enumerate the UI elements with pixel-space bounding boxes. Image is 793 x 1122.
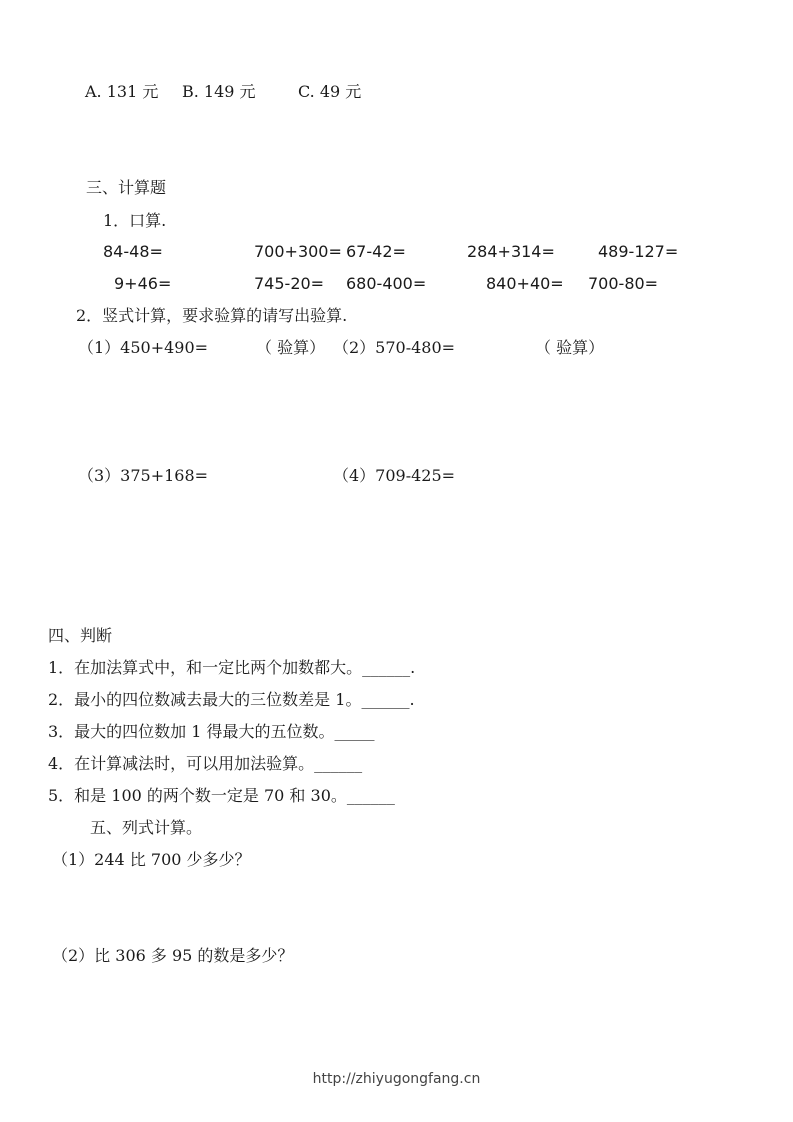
vertical-p4: （4）709-425= bbox=[333, 466, 456, 485]
footer-url[interactable]: http://zhiyugongfang.cn bbox=[312, 1071, 481, 1087]
section3-title: 三、计算题 bbox=[86, 178, 167, 197]
mental-r1-c2: 700+300= bbox=[254, 242, 342, 261]
mental-r1-c3: 67-42= bbox=[346, 242, 406, 261]
mental-r1-c4: 284+314= bbox=[467, 242, 555, 261]
judge-item-5: 5．和是 100 的两个数一定是 70 和 30。______ bbox=[48, 786, 395, 805]
judge-item-3: 3．最大的四位数加 1 得最大的五位数。_____ bbox=[48, 722, 375, 741]
mental-r2-c2: 745-20= bbox=[254, 274, 325, 293]
choice-a: A. 131 元 bbox=[85, 82, 159, 101]
mental-r1-c1: 84-48= bbox=[103, 242, 163, 261]
judge-item-2: 2．最小的四位数减去最大的三位数差是 1。______. bbox=[48, 690, 415, 709]
mental-r2-c3: 680-400= bbox=[346, 274, 427, 293]
choice-b: B. 149 元 bbox=[182, 82, 256, 101]
vertical-p1: （1）450+490= bbox=[78, 338, 209, 357]
q1-label: 1．口算. bbox=[103, 211, 167, 230]
mental-r2-c4: 840+40= bbox=[486, 274, 564, 293]
calc-q1: （1）244 比 700 少多少？ bbox=[52, 850, 251, 869]
mental-r2-c5: 700-80= bbox=[588, 274, 659, 293]
judge-item-1: 1．在加法算式中，和一定比两个加数都大。______. bbox=[48, 658, 416, 677]
calc-q2: （2）比 306 多 95 的数是多少？ bbox=[52, 946, 294, 965]
mental-r1-c5: 489-127= bbox=[598, 242, 679, 261]
vertical-p2-check: （ 验算） bbox=[535, 338, 605, 357]
vertical-p1-check: （ 验算） bbox=[256, 338, 326, 357]
q2-label: 2．竖式计算，要求验算的请写出验算. bbox=[76, 306, 348, 325]
judge-item-4: 4．在计算减法时，可以用加法验算。______ bbox=[48, 754, 363, 773]
vertical-p2: （2）570-480= bbox=[333, 338, 456, 357]
section5-title: 五、列式计算。 bbox=[90, 818, 203, 837]
choice-c: C. 49 元 bbox=[298, 82, 362, 101]
section4-title: 四、判断 bbox=[48, 626, 113, 645]
mental-r2-c1: 9+46= bbox=[114, 274, 172, 293]
vertical-p3: （3）375+168= bbox=[78, 466, 209, 485]
